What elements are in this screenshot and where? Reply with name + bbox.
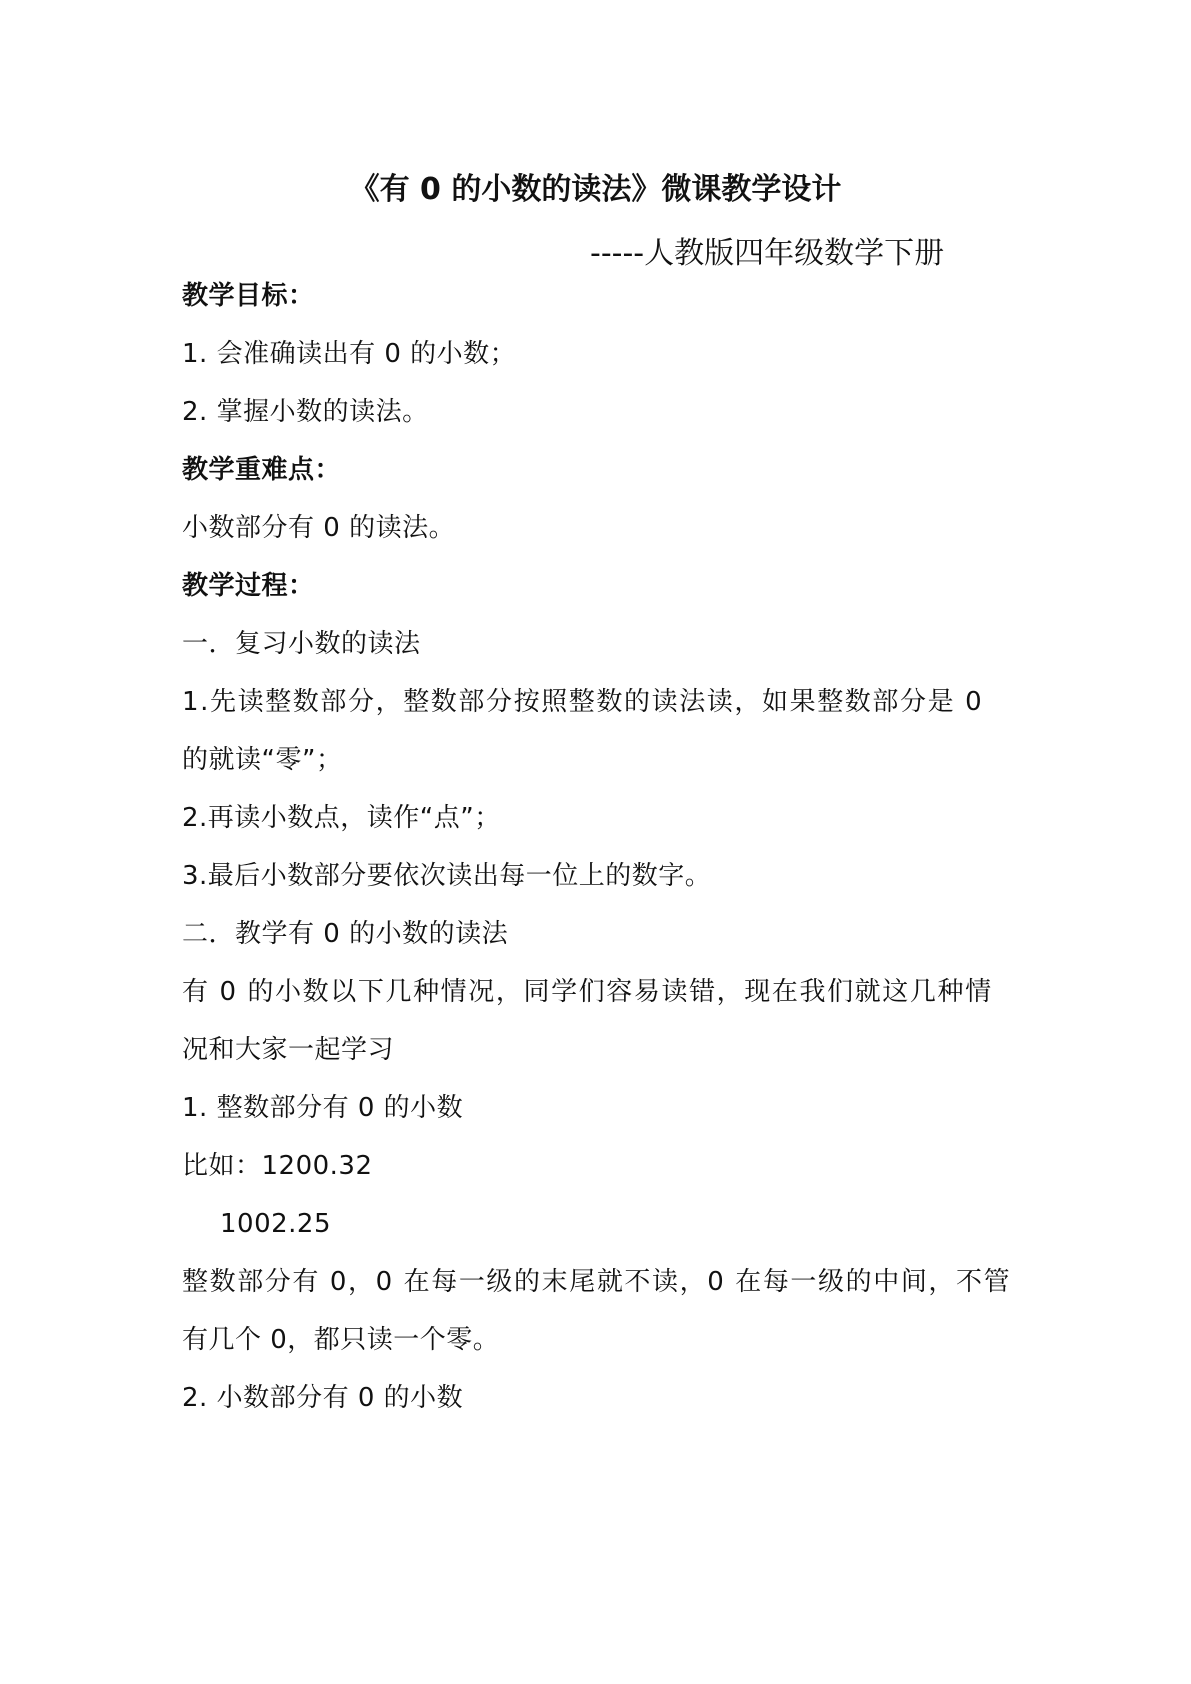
section-1-title: 一．复习小数的读法 [182, 629, 421, 659]
review-step-1-line-2: 的就读“零”； [182, 745, 343, 775]
section-2-title: 二．教学有 0 的小数的读法 [182, 919, 509, 949]
intro-line-2: 况和大家一起学习 [182, 1035, 395, 1065]
goal-item-1: 1. 会准确读出有 0 的小数； [182, 339, 517, 369]
process-heading: 教学过程： [182, 571, 315, 601]
case-1-rule-line-1: 整数部分有 0，0 在每一级的末尾就不读，0 在每一级的中间，不管 [182, 1267, 1012, 1297]
review-step-2: 2.再读小数点，读作“点”； [182, 803, 501, 833]
document-subtitle: -----人教版四年级数学下册 [590, 236, 945, 271]
key-points-heading: 教学重难点： [182, 455, 342, 485]
key-points-text: 小数部分有 0 的读法。 [182, 513, 456, 543]
case-1-title: 1. 整数部分有 0 的小数 [182, 1093, 464, 1123]
example-line-1: 比如：1200.32 [182, 1151, 373, 1181]
review-step-3: 3.最后小数部分要依次读出每一位上的数字。 [182, 861, 712, 891]
goals-heading: 教学目标： [182, 281, 315, 311]
goal-item-2: 2. 掌握小数的读法。 [182, 397, 429, 427]
case-1-rule-line-2: 有几个 0，都只读一个零。 [182, 1325, 500, 1355]
document-title: 《有 0 的小数的读法》微课教学设计 [349, 172, 842, 207]
review-step-1-line-1: 1.先读整数部分，整数部分按照整数的读法读，如果整数部分是 0 [182, 687, 984, 717]
intro-line-1: 有 0 的小数以下几种情况，同学们容易读错，现在我们就这几种情 [182, 977, 993, 1007]
case-2-title: 2. 小数部分有 0 的小数 [182, 1383, 464, 1413]
example-line-2: 1002.25 [220, 1209, 332, 1239]
